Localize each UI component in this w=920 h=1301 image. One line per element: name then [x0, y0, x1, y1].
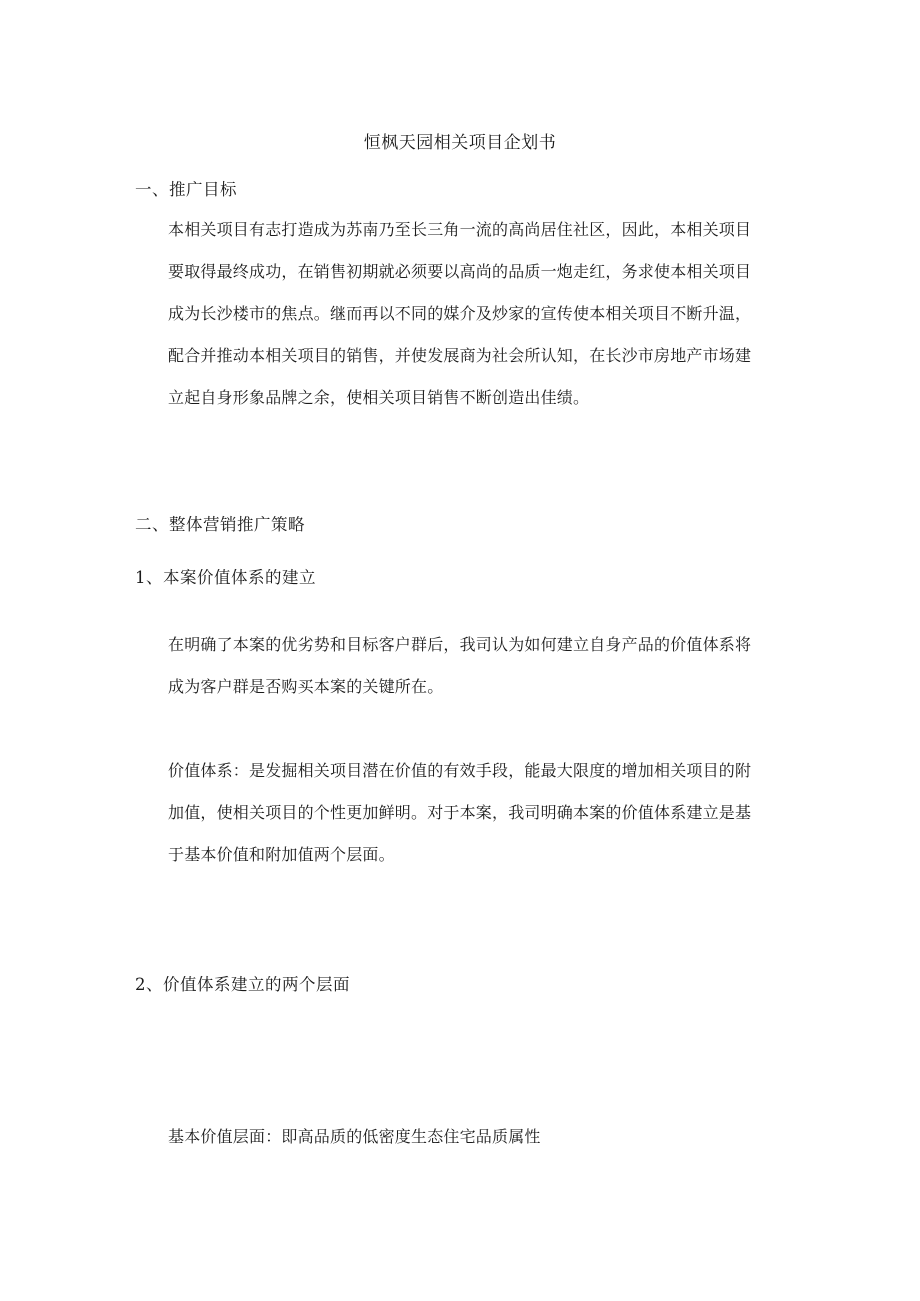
paragraph-line: 成为客户群是否购买本案的关键所在。 [168, 677, 444, 696]
section1-paragraph [168, 209, 788, 419]
paragraph-line: 成为长沙楼市的焦点。继而再以不同的媒介及炒家的宣传使本相关项目不断升温， [168, 304, 752, 323]
paragraph-line: 基本价值层面：即高品质的低密度生态住宅品质属性 [168, 1127, 541, 1146]
paragraph-line: 本相关项目有志打造成为苏南乃至长三角一流的高尚居住社区，因此，本相关项目 [168, 220, 752, 239]
paragraph-line: 在明确了本案的优劣势和目标客户群后，我司认为如何建立自身产品的价值体系将 [168, 635, 752, 654]
section1-heading: 一、推广目标 [135, 180, 237, 199]
subsection2-heading: 2、价值体系建立的两个层面 [135, 975, 350, 994]
paragraph-line: 要取得最终成功，在销售初期就必须要以高尚的品质一炮走红，务求使本相关项目 [168, 262, 752, 281]
subsection1-heading: 1、本案价值体系的建立 [135, 568, 316, 587]
paragraph-line: 立起自身形象品牌之余，使相关项目销售不断创造出佳绩。 [168, 388, 590, 407]
subsection1-paragraph-1 [168, 624, 788, 708]
paragraph-line: 配合并推动本相关项目的销售，并使发展商为社会所认知，在长沙市房地产市场建 [168, 346, 752, 365]
paragraph-line: 价值体系：是发掘相关项目潜在价值的有效手段，能最大限度的增加相关项目的附 [168, 761, 752, 780]
paragraph-line: 于基本价值和附加值两个层面。 [168, 845, 395, 864]
document-title: 恒枫天园相关项目企划书 [363, 133, 557, 153]
subsection2-paragraph [168, 1116, 788, 1158]
subsection1-paragraph-2 [168, 750, 788, 876]
paragraph-line: 加值，使相关项目的个性更加鲜明。对于本案，我司明确本案的价值体系建立是基 [168, 803, 752, 822]
section2-heading: 二、整体营销推广策略 [135, 515, 305, 534]
